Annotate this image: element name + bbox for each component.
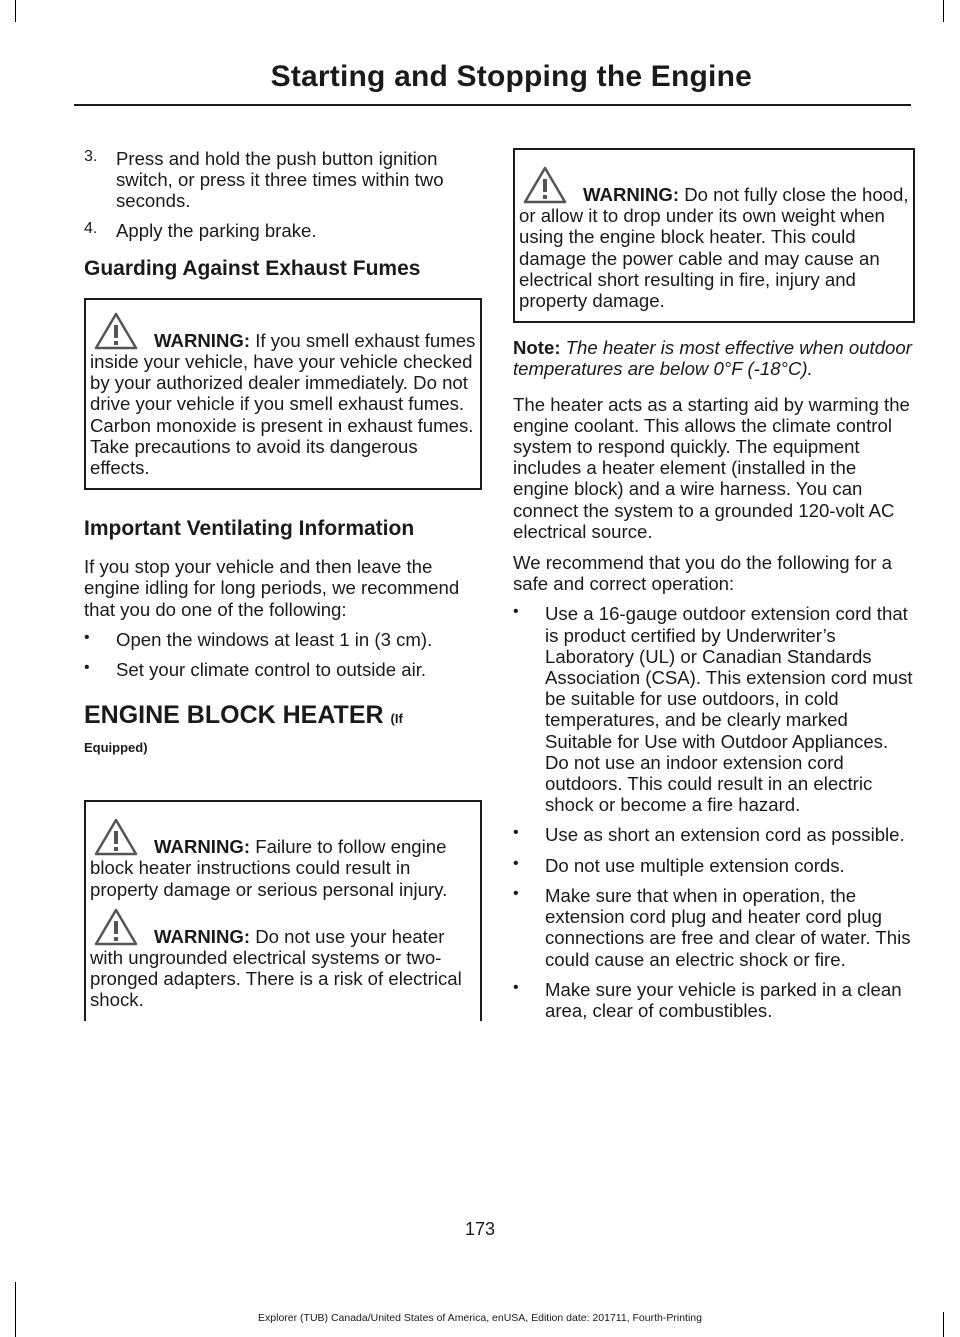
step-3 [84,148,482,212]
warning-label: WARNING: [154,925,251,947]
bullet: • [513,824,519,842]
bullet: • [513,854,519,872]
exhaust-heading: Guarding Against Exhaust Fumes [84,256,421,280]
heading-qualifier-continued: Equipped) [84,740,148,756]
warning-body: Do not fully close the hood, or allow it to drop under its own weight when using the engine block heater. This could damage the power cable and may cause an electrical short resulting in fire, injury and property damage. [519,184,909,312]
list-item-text: Make sure that when in operation, the extension cord plug and heater cord plug connections are free and clear of water. This could cause an electric shock or fire. [545,884,911,970]
note-text: The heater is most effective when outdoor temperatures are below 0°F (-18°C). [513,337,912,380]
warning-text [519,184,909,311]
step-number: 3. [84,148,98,165]
exhaust-warning-box [84,298,482,490]
warning-body: Failure to follow engine block heater instructions could result in property damage or serious personal injury. [90,836,448,900]
warning-text [90,330,476,478]
warning-text [90,926,476,1011]
warning-triangle-icon [94,818,138,856]
list-item-text: Make sure your vehicle is parked in a clean area, clear of combustibles. [545,978,902,1021]
warning-label: WARNING: [583,184,680,205]
heading-main: ENGINE BLOCK HEATER [84,701,384,730]
warning-triangle-icon [523,166,567,204]
step-number: 4. [84,219,98,237]
ventilating-text: If you stop your vehicle and then leave the engine idling for long periods, we recommend that you do one of the following: [84,556,460,620]
list-item [513,824,915,845]
ventilating-heading: Important Ventilating Information [84,517,415,541]
step-4 [84,220,482,241]
list-item [513,603,915,815]
crop-mark-top-left [15,0,16,22]
warning-text [90,836,476,900]
page-header-title: Starting and Stopping the Engine [270,60,752,93]
list-item [84,629,482,650]
list-item [513,855,915,876]
heading-qualifier: (If [390,711,403,727]
step-text: Press and hold the push button ignition switch, or press it three times within two seconds. [116,148,444,212]
list-item-text: Open the windows at least 1 in (3 cm). [116,628,433,650]
warning-body: Do not use your heater with ungrounded electrical systems or two-pronged adapters. There is a risk of electrical shock. [90,925,462,1011]
warning-triangle-icon [94,312,138,350]
footer-edition-info: Explorer (TUB) Canada/United States of America, enUSA, Edition date: 201711, Fourth-Printing [258,1312,702,1324]
heater-description: The heater acts as a starting aid by warming the engine coolant. This allows the climate control system to respond quickly. The equipment includes a heater element (installed in the engine block) and a wire harness. You can connect the system to a grounded 120-volt AC electrical source. [513,393,910,542]
engine-block-heater-heading [84,700,482,734]
note-label: Note: [513,337,561,359]
hood-warning-box [513,148,915,323]
note [513,337,915,379]
recommendation-intro: We recommend that you do the following for a safe and correct operation: [513,552,892,595]
right-column [513,148,915,1021]
bullet: • [84,659,90,677]
warning-label: WARNING: [154,329,251,351]
list-item-text: Set your climate control to outside air. [116,659,427,681]
list-item [84,659,482,680]
list-item [513,885,915,970]
header-divider [74,104,911,106]
crop-mark-bottom-left [15,1282,16,1337]
bullet: • [513,603,519,621]
bullet: • [513,884,519,902]
list-item-text: Use a 16-gauge outdoor extension cord that is product certified by Underwriter’s Laboratory (UL) or Canadian Standards Association (CSA). This extension cord must be suitable for use outdoors, in cold temperatures, and be clearly marked Suitable for Use with Outdoor Appliances. Do not use an indoor extension cord outdoors. This could result in an electric shock or become a fire hazard. [545,603,913,816]
warning-body: If you smell exhaust fumes inside your vehicle, have your vehicle checked by your authorized dealer immediately. Do not drive your vehicle if you smell exhaust fumes. Carbon monoxide is present in exhaust fumes. Take precautions to avoid its dangerous effects. [90,329,476,479]
step-text: Apply the parking brake. [116,219,317,241]
page-number: 173 [464,1219,496,1239]
left-column [84,148,482,1021]
bullet: • [84,628,90,646]
list-item-text: Use as short an extension cord as possible. [545,824,905,846]
warning-triangle-icon [94,908,138,946]
list-item-text: Do not use multiple extension cords. [545,854,845,876]
warning-label: WARNING: [154,836,251,858]
bullet: • [513,978,519,996]
crop-mark-top-right [943,0,944,22]
list-item [513,979,915,1021]
engine-block-heater-warnings-box [84,800,482,1020]
